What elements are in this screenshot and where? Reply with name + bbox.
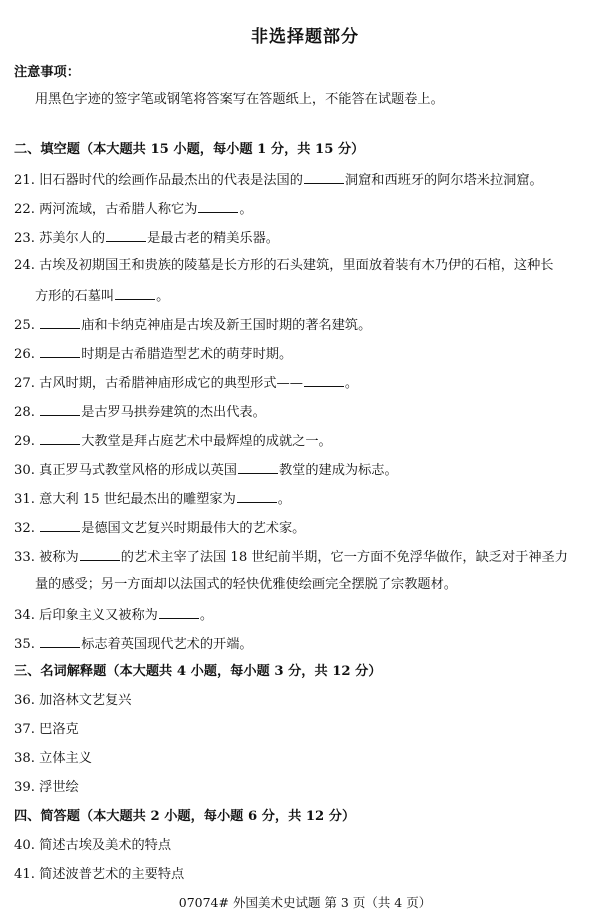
question-28: 28. 是古罗马拱券建筑的杰出代表。 bbox=[14, 405, 266, 420]
question-35: 35. 标志着英国现代艺术的开端。 bbox=[14, 637, 253, 652]
answer-blank bbox=[80, 548, 120, 561]
question-38: 38. 立体主义 bbox=[14, 751, 92, 766]
question-25: 25. 庙和卡纳克神庙是古埃及新王国时期的著名建筑。 bbox=[14, 318, 372, 333]
answer-blank bbox=[40, 432, 80, 445]
answer-blank bbox=[159, 606, 199, 619]
question-37: 37. 巴洛克 bbox=[14, 722, 79, 737]
answer-blank bbox=[40, 316, 80, 329]
answer-blank bbox=[304, 374, 344, 387]
question-21: 21. 旧石器时代的绘画作品最杰出的代表是法国的 洞窟和西班牙的阿尔塔米拉洞窟。 bbox=[14, 173, 543, 188]
question-26: 26. 时期是古希腊造型艺术的萌芽时期。 bbox=[14, 347, 293, 362]
question-27: 27. 古风时期，古希腊神庙形成它的典型形式—— 。 bbox=[14, 376, 359, 391]
question-29: 29. 大教堂是拜占庭艺术中最辉煌的成就之一。 bbox=[14, 434, 332, 449]
question-33: 33. 被称为 的艺术主宰了法国 18 世纪前半期，它一方面不免浮华做作，缺乏对于神圣力 bbox=[14, 550, 568, 565]
question-41: 41. 简述波普艺术的主要特点 bbox=[14, 867, 185, 882]
question-30: 30. 真正罗马式教堂风格的形成以英国 教堂的建成为标志。 bbox=[14, 463, 398, 478]
answer-blank bbox=[238, 461, 278, 474]
question-24: 24. 古埃及初期国王和贵族的陵墓是长方形的石头建筑，里面放着装有木乃伊的石棺，这种长 bbox=[14, 258, 554, 273]
answer-blank bbox=[115, 287, 155, 300]
answer-blank bbox=[198, 200, 238, 213]
answer-blank bbox=[106, 229, 146, 242]
answer-blank bbox=[40, 345, 80, 358]
question-36: 36. 加洛林文艺复兴 bbox=[14, 693, 132, 708]
question-22: 22. 两河流域，古希腊人称它为 。 bbox=[14, 202, 253, 217]
page-footer: 07074# 外国美术史试题 第 3 页（共 4 页） bbox=[178, 895, 432, 910]
answer-blank bbox=[40, 403, 80, 416]
notice-body: 用黑色字迹的签字笔或钢笔将答案写在答题纸上，不能答在试题卷上。 bbox=[35, 92, 444, 107]
question-34: 34. 后印象主义又被称为 。 bbox=[14, 608, 214, 623]
question-24-continued: 方形的石墓叫 。 bbox=[35, 289, 170, 304]
question-31: 31. 意大利 15 世纪最杰出的雕塑家为 。 bbox=[14, 492, 291, 507]
question-23: 23. 苏美尔人的 是最古老的精美乐器。 bbox=[14, 231, 279, 246]
answer-blank bbox=[237, 490, 277, 503]
page-title: 非选择题部分 bbox=[251, 27, 359, 47]
section-4-heading: 四、简答题（本大题共 2 小题，每小题 6 分，共 12 分） bbox=[14, 809, 356, 824]
section-2-heading: 二、填空题（本大题共 15 小题，每小题 1 分，共 15 分） bbox=[14, 142, 365, 157]
question-40: 40. 简述古埃及美术的特点 bbox=[14, 838, 172, 853]
section-3-heading: 三、名词解释题（本大题共 4 小题，每小题 3 分，共 12 分） bbox=[14, 664, 382, 679]
answer-blank bbox=[40, 635, 80, 648]
answer-blank bbox=[304, 171, 344, 184]
question-39: 39. 浮世绘 bbox=[14, 780, 79, 795]
question-32: 32. 是德国文艺复兴时期最伟大的艺术家。 bbox=[14, 521, 306, 536]
answer-blank bbox=[40, 519, 80, 532]
notice-heading: 注意事项： bbox=[14, 65, 80, 80]
question-33-continued: 量的感受；另一方面却以法国式的轻快优雅使绘画完全摆脱了宗教题材。 bbox=[35, 577, 457, 592]
